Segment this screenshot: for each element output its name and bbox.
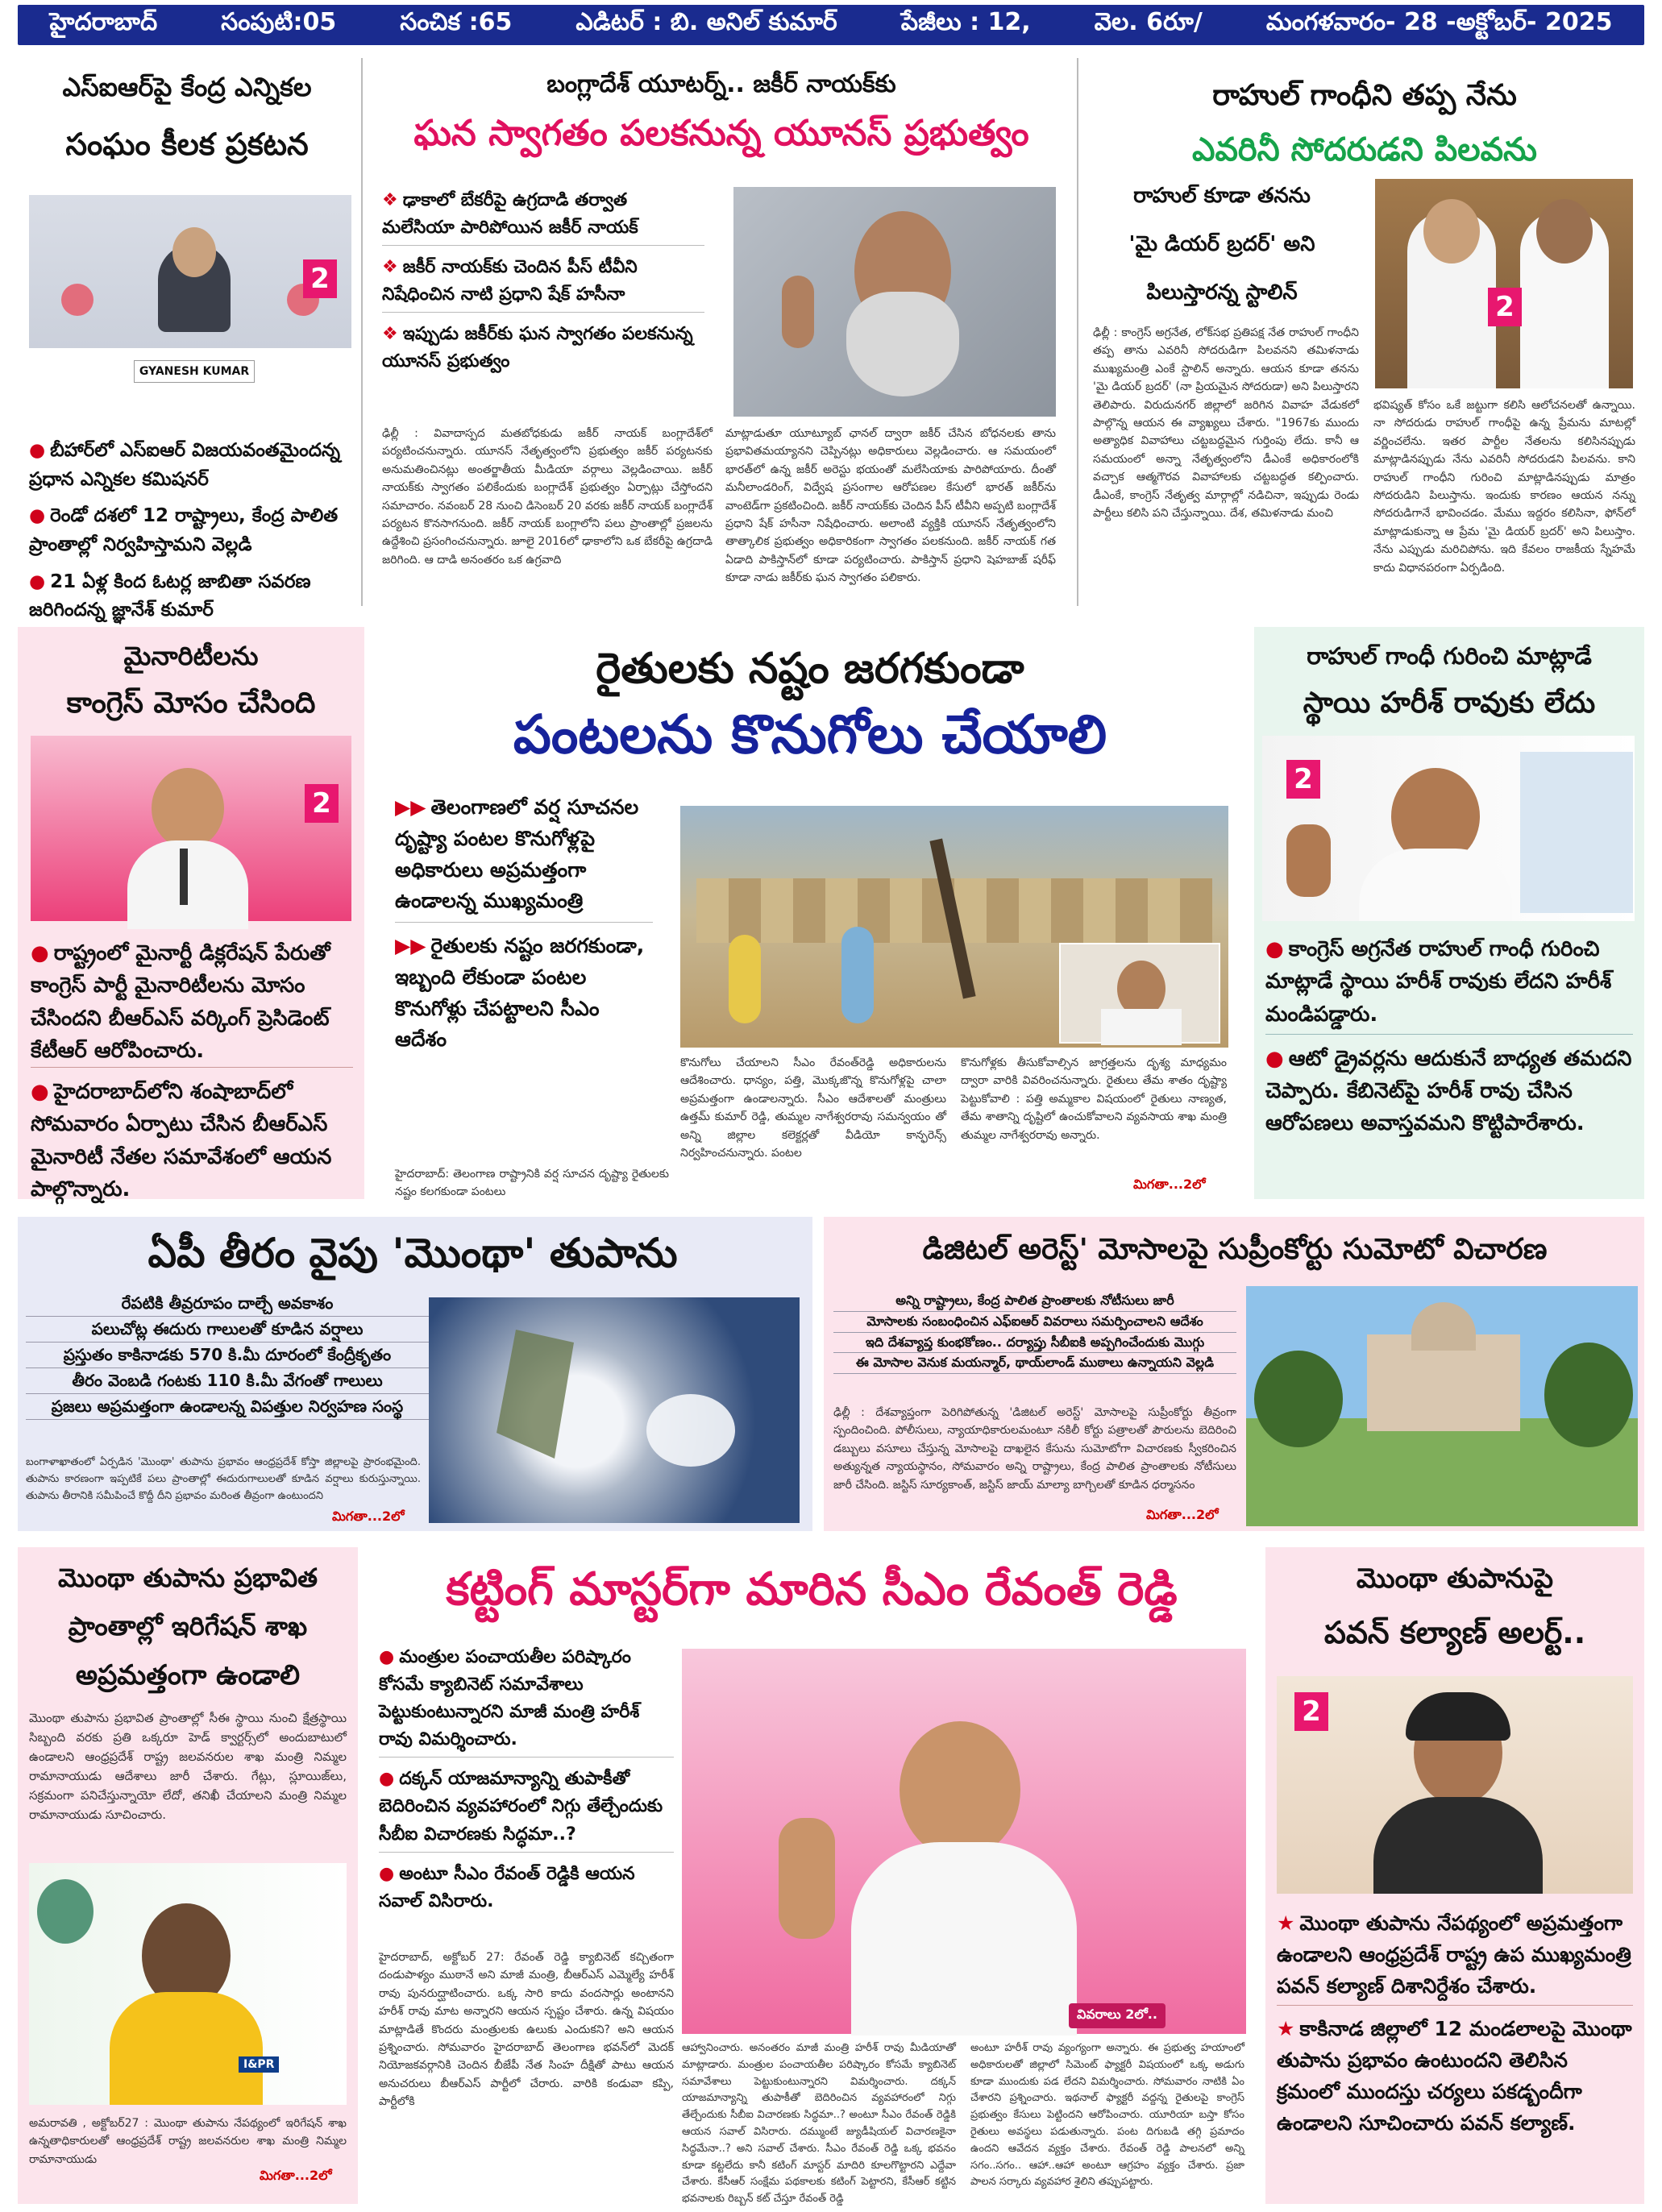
cutting-title: కట్టింగ్ మాస్టర్‌గా మారిన సీఎం రేవంత్ రెడ్డి xyxy=(446,1563,1178,1616)
pawan-story xyxy=(1265,1547,1644,2204)
pawan-bullet: ★ కాకినాడ జిల్లాలో 12 మండలాలపై మొంథా తుపాను ప్రభావం ఉంటుందని తెలిసిన క్రమంలో ముందస్తు చర్యలు పకడ్బందీగా ఉండాలని సూచించారు పవన్ కల్యాణ్. xyxy=(1277,2017,1632,2135)
farmers-kicker: రైతులకు నష్టం జరగకుండా xyxy=(596,645,1024,693)
bullet-dot-icon: ● xyxy=(29,571,46,592)
minority-title-2: కాంగ్రెస్ మోసం చేసింది xyxy=(66,687,316,720)
farmers-continued: మిగతా...2లో xyxy=(1133,1177,1206,1192)
digital-line: అన్ని రాష్ట్రాలు, కేంద్ర పాలిత ప్రాంతాలకు నోటీసులు జారీ xyxy=(833,1291,1236,1312)
sir-title-1: ఎస్ఐఆర్‌పై కేంద్ర ఎన్నికల xyxy=(62,72,312,102)
diamond-bullet-icon: ❖ xyxy=(382,190,398,210)
satellite-photo xyxy=(429,1297,800,1523)
montha-line: పలుచోట్ల ఈదురు గాలులతో కూడిన వర్షాలు xyxy=(26,1317,429,1343)
nimmala-photo xyxy=(29,1863,347,2105)
digital-title: డిజిటల్ అరెస్ట్' మోసాలపై సుప్రీంకోర్టు సుమోటో విచారణ xyxy=(922,1233,1548,1266)
star-bullet-icon: ★ xyxy=(1277,2017,1295,2041)
montha-lines xyxy=(26,1291,429,1420)
minority-title-1: మైనారిటీలను xyxy=(123,641,259,671)
stalin-sub-3: పిలుస్తారన్న స్టాలిన్ xyxy=(1146,280,1298,305)
cutting-body-left: హైదరాబాద్, అక్టోబర్ 27: రేవంత్ రెడ్డి క్యాబినెట్ కచ్చితంగా దండుపాళ్యం ముఠానే అని మాజీ మంత్రి, బీఆర్ఎస్ ఎమ్మెల్యే హరీశ్ రావు పునరుద్ఘాటించారు. ఒక్క సారి కాదు వందసార్లు అంటానని హరీశ్ రావు మాట అన్నారని ఆయన స్పష్టం చేశారు. ఉన్న విషయం మాట్లాడితే కొందరు మంత్రులకు ఉలుకు ఎందుకని? అని ఆయన ప్రశ్నించారు. సోమవారం హైదరాబాద్ తెలంగాణ భవన్‌లో మెదక్ నియోజకవర్గానికి చెందిన బీజేపీ నేత సింహ దీక్షితో పాటు ఆయన అనుచరులు బీఆర్ఎస్ పార్టీలో చేరారు. వారికి కండువా కప్పి, పార్టీలోకి xyxy=(379,1951,674,2109)
irrigation-title-1: మొంథా తుపాను ప్రభావిత xyxy=(58,1563,318,1593)
sir-bullet: ● రెండో దశలో 12 రాష్ట్రాలు, కేంద్ర పాలిత ప్రాంతాల్లో నిర్వహిస్తామని వెల్లడి xyxy=(29,505,339,555)
cutting-bullet: ● అంటూ సీఎం రేవంత్ రెడ్డికి ఆయన సవాల్ విసిరారు. xyxy=(379,1863,635,1911)
zakir-body-left: ఢిల్లీ : వివాదాస్పద మతబోధకుడు జకీర్ నాయక్ బంగ్లాదేశ్‌లో పర్యటించనున్నారు. యూనస్ నేతృత్వంలోని ప్రభుత్వం జకీర్ పర్యటనకు అనుమతించినట్లు అంతర్జాతీయ మీడియా వర్గాలు వెల్లడించాయి. జకీర్ నాయక్‌కు స్వాగతం పలికేందుకు బంగ్లాదేశ్ ప్రభుత్వం ఏర్పాట్లు చేస్తోందని సమాచారం. నవంబర్ 28 నుంచి డిసెంబర్ 20 వరకు జకీర్ నాయక్ బంగ్లాదేశ్ పర్యటన కొనసాగనుంది. జకీర్ నాయక్ బంగ్లాలోని పలు ప్రాంతాల్లో ప్రజలను ఉద్దేశించి ప్రసంగించనున్నారు. జూలై 2016లో ఢాకాలోని ఒక బేకరీపై ఉగ్రదాడి జరిగింది. ఆ దాడి అనంతరం ఒక ఉగ్రవాది xyxy=(382,427,713,566)
masthead-volume: సంపుటి:05 xyxy=(221,8,337,36)
farmers-photo xyxy=(680,806,1228,1048)
page-2-badge: 2 xyxy=(1294,1692,1328,1731)
zakir-bullet: ❖ ఢాకాలో బేకరీపై ఉగ్రదాడి తర్వాత మలేసియా పారిపోయిన జకీర్ నాయక్ xyxy=(382,187,704,246)
montha-line: తీరం వెంబడి గంటకు 110 కి.మీ వేగంతో గాలులు xyxy=(26,1368,429,1394)
masthead-price: వెల. 6రూ/ xyxy=(1094,8,1203,36)
masthead-city: హైదరాబాద్ xyxy=(49,8,158,36)
harish-photo xyxy=(682,1649,1246,2034)
zakir-title: ఘన స్వాగతం పలకనున్న యూనస్ ప్రభుత్వం xyxy=(413,112,1029,154)
digital-line: ఈ మోసాల వెనుక మయన్మార్, థాయ్‌లాండ్ ముఠాలు ఉన్నాయని వెల్లడి xyxy=(833,1353,1236,1374)
digital-lines xyxy=(833,1291,1236,1374)
cutting-bullet: ● మంత్రుల పంచాయతీల పరిష్కారం కోసమే క్యాబినెట్ సమావేశాలు పెట్టుకుంటున్నారని మాజీ మంత్రి హరీశ్ రావు విమర్శించారు. xyxy=(379,1644,674,1758)
bullet-dot-icon: ● xyxy=(31,941,49,965)
bullet-dot-icon: ● xyxy=(29,505,46,527)
sir-bullets xyxy=(29,437,351,633)
montha-line: ప్రస్తుతం కాకినాడకు 570 కి.మీ దూరంలో కేంద్రీకృతం xyxy=(26,1343,429,1368)
sir-bullet: ● బీహార్‌లో ఎస్ఐఆర్ విజయవంతమైందన్న ప్రధాన ఎన్నికల కమిషనర్ xyxy=(29,440,340,490)
bullet-dot-icon: ● xyxy=(1265,1046,1284,1071)
zakir-photo xyxy=(733,187,1056,417)
ponnam-photo xyxy=(1262,736,1635,921)
cutting-bullet: ● దక్కన్ యాజమాన్యాన్ని తుపాకీతో బెదిరించిన వ్యవహారంలో నిగ్గు తేల్చేందుకు సీబీఐ విచారణకు సిద్ధమా..? xyxy=(379,1766,674,1852)
minority-story xyxy=(18,627,364,1202)
zakir-kicker: బంగ్లాదేశ్ యూటర్న్.. జకీర్ నాయక్‌కు xyxy=(546,70,896,98)
farmers-bullets xyxy=(395,792,653,1064)
stalin-title-2: ఎవరినీ సోదరుడని పిలవను xyxy=(1192,131,1537,168)
zakir-story xyxy=(371,58,1072,606)
montha-title: ఏపీ తీరం వైపు 'మొంథా' తుపాను xyxy=(148,1230,678,1276)
montha-line: రేపటికి తీవ్రరూపం దాల్చే అవకాశం xyxy=(26,1291,429,1317)
stalin-body-right: భవిష్యత్ కోసం ఒకే జట్టుగా కలిసి ఆలోచనలతో ఉన్నాయి. నా సోదరుడు రాహుల్ గాంధీపై ఉన్న ప్రేమను మాటల్లో వర్ణించలేను. ఇతర పార్టీల నేతలను కలిసినప్పుడు మాట్లాడినప్పుడు నేను ఎవరినీ సోదరుడని పిలవను. కాని రాహుల్ గాంధీని గురించి మాట్లాడినప్పుడు మాత్రం సోదరుడిని పిలుస్తాను. ఇందుకు కారణం ఆయన నన్ను సోదరుడిగానే భావించడం. మేము ఇద్దరం కలిసినా, ఫోన్‌లో మాట్లాడుకున్నా ఆ ప్రేమ 'మై డియర్ బ్రదర్' అని పిలుస్తాం. నేను ఎప్పుడు మరిచిపోను. ఇది కేవలం రాజకీయ స్నేహమే కాదు విధానపరంగా ఏర్పడింది. xyxy=(1373,399,1635,575)
masthead-pages: పేజీలు : 12, xyxy=(900,8,1031,36)
arrow-bullet-icon: ▶▶ xyxy=(395,795,426,819)
sir-nameplate: GYANESH KUMAR xyxy=(134,360,255,383)
stalin-story xyxy=(1085,58,1644,606)
pawan-photo xyxy=(1277,1676,1633,1894)
page-2-badge: 2 xyxy=(1286,760,1320,799)
digital-continued: మిగతా...2లో xyxy=(1146,1507,1219,1522)
sir-photo xyxy=(29,195,351,421)
masthead-editor: ఎడిటర్ : బి. అనిల్ కుమార్ xyxy=(575,8,837,36)
cutting-master-story xyxy=(368,1547,1256,2204)
digital-arrest-story xyxy=(824,1217,1644,1531)
ponnam-title-1: రాహుల్ గాంధీ గురించి మాట్లాడే xyxy=(1307,642,1592,670)
page-2-badge: 2 xyxy=(1488,288,1522,326)
digital-line: మోసాలకు సంబంధించిన ఎఫ్ఐఆర్ వివరాలు సమర్పించాలని ఆదేశం xyxy=(833,1312,1236,1333)
zakir-bullet: ❖ ఇప్పుడు జకీర్‌కు ఘన స్వాగతం పలకనున్న యూనస్ ప్రభుత్వం xyxy=(382,324,693,372)
pawan-bullets xyxy=(1277,1908,1633,2147)
masthead-bar xyxy=(18,5,1644,45)
zakir-body-right: మాట్లాడుతూ యూట్యూబ్ ఛానల్ ద్వారా జకీర్ చేసిన బోధనలకు తాను ప్రభావితమయ్యానని చెప్పినట్లు అధికారులు వెల్లడించారు. ఆ సమయంలో భారత్‌లో ఉన్న జకీర్ అరెస్టు భయంతో మలేసియాకు పారిపోయారు. దీంతో మనీలాండరింగ్, విద్వేష ప్రసంగాల ఆరోపణల కేసులో భారత్ జకీర్‌ను వాంటెడ్‌గా ప్రకటించింది. జకీర్ నాయక్‌కు చెందిన పీస్ టీవీని అప్పటి బంగ్లాదేశ్ ప్రధాని షేక్ హసీనా నిషేధించారు. అలాంటి వ్యక్తికి యూనస్ నేతృత్వంలోని తాత్కాలిక ప్రభుత్వం అధికారికంగా స్వాగతం పలకనుంది. జకీర్ నాయక్ గత ఏడాది పాకిస్తాన్‌లో కూడా పర్యటించారు. పాకిస్తాన్ ప్రధాని షెహబాజ్ షరీఫ్ కూడా నాడు జకీర్‌కు ఘన స్వాగతం పలికారు. xyxy=(725,427,1056,585)
stalin-body-left: ఢిల్లీ : కాంగ్రెస్ అగ్రనేత, లోక్‌సభ ప్రతిపక్ష నేత రాహుల్ గాంధీని తప్ప తాను ఎవరినీ సోదరుడిగా పిలవనని తమిళనాడు ముఖ్యమంత్రి ఎంకే స్టాలిన్ అన్నారు. ఆయన కూడా తనను 'మై డియర్ బ్రదర్' (నా ప్రియమైన సోదరుడా) అని పిలుస్తారని తెలిపారు. విరుదునగర్ జిల్లాలో జరిగిన వివాహ వేడుకలో పాల్గొన్న ఆయన ఈ వ్యాఖ్యలు చేశారు. "1967కు ముందు అత్యాధిక వివాహాలు చట్టబద్ధమైన గుర్తింపు లేదు. కానీ ఆ సమయంలో అన్నా నేతృత్వంలోని డీఎంకే అధికారంలోకి వచ్చాక ఆత్మగౌరవ వివాహాలకు చట్టబద్ధత కల్పించారు. డీఎంకే, కాంగ్రెస్ నేతృత్వ మార్గాల్లో నడిచినా, ఇప్పుడు రెండు పార్టీలు కలిసి పని చేస్తున్నాయి. దేశ, తమిళనాడు మంచి xyxy=(1093,326,1359,520)
cutting-body-right: అంటూ హరీశ్ రావు వ్యంగ్యంగా అన్నారు. ఈ ప్రభుత్వ హయాంలో అధికారులతో జిల్లాలో సిమెంట్ ఫ్యాక్టరీ విషయంలో ఒక్క అడుగు కూడా ముందుకు పడ లేదని విమర్శించారు. సోమవారం నాటికి ఏం చేశారని ప్రశ్నించారు. ఇథనాల్ ఫ్యాక్టరీ వద్దన్న రైతులపై కాంగ్రెస్ ప్రభుత్వం కేసులు పెట్టిందని ఆరోపించారు. యూరియా బస్తా కోసం రైతులు అవస్థలు పడుతున్నారు. పంట దిగుబడి తగ్గి ప్రమాదం ఉందని ఆవేదన వ్యక్తం చేశారు. రేవంత్ రెడ్డి పాలనలో అన్ని సగం..సగం.. ఆహా..ఆహా అంటూ ఆగ్రహం వ్యక్తం చేశారు. ప్రజా పాలన సర్కారు వ్యవహార శైలిని తప్పుపట్టారు. xyxy=(970,2042,1244,2189)
stalin-photo xyxy=(1375,179,1633,388)
bullet-dot-icon: ● xyxy=(379,1863,395,1884)
farmers-body-left: హైదరాబాద్: తెలంగాణ రాష్ట్రానికి వర్ష సూచన దృష్ట్యా రైతులకు నష్టం కలగకుండా పంటలు xyxy=(395,1168,669,1199)
stalin-title-1: రాహుల్ గాంధీని తప్ప నేను xyxy=(1212,79,1517,112)
irrigation-title-3: అప్రమత్తంగా ఉండాలి xyxy=(75,1659,301,1691)
digital-line: ఇది దేశవ్యాప్త కుంభకోణం.. దర్యాప్తు సీబీఐకి అప్పగించేందుకు మొగ్గు xyxy=(833,1333,1236,1354)
farmers-bullet: ▶▶ రైతులకు నష్టం జరగకుండా, ఇబ్బంది లేకుండా పంటల కొనుగోళ్లు చేపట్టాలని సీఎం ఆదేశం xyxy=(395,934,645,1052)
montha-body: బంగాళాఖాతంలో ఏర్పడిన 'మొంథా' తుపాను ప్రభావం ఆంధ్రప్రదేశ్ కోస్తా జిల్లాలపై ప్రారంభమైంది. తుపాను కారణంగా ఇప్పటికే పలు ప్రాంతాల్లో ఈదురుగాలులతో కూడిన వర్షాలు కురుస్తున్నాయి. తుపాను తీరానికి సమీపించే కొద్దీ దీని ప్రభావం మరింత తీవ్రంగా ఉంటుందని xyxy=(26,1456,421,1502)
stalin-sub-1: రాహుల్ కూడా తనను xyxy=(1133,184,1311,208)
ponnam-bullet: ● కాంగ్రెస్ అగ్రనేత రాహుల్ గాంధీ గురించి మాట్లాడే స్థాయి హరీశ్ రావుకు లేదని హరీశ్ మండిపడ్డారు. xyxy=(1265,933,1633,1035)
page-2-badge: 2 xyxy=(303,259,337,298)
ponnam-bullet: ● ఆటో డ్రైవర్లను ఆదుకునే బాధ్యత తమదని చెప్పారు. కేబినెట్‌పై హరీశ్ రావు చేసిన ఆరోపణలు అవాస్తవమని కొట్టిపారేశారు. xyxy=(1265,1046,1632,1136)
zakir-bullet: ❖ జకీర్ నాయక్‌కు చెందిన పీస్ టీవీని నిషేధించిన నాటి ప్రధాని షేక్ హసీనా xyxy=(382,254,704,313)
bullet-dot-icon: ● xyxy=(29,440,46,461)
ktr-photo xyxy=(31,736,351,921)
irrigation-title-2: ప్రాంతాల్లో ఇరిగేషన్ శాఖ xyxy=(68,1611,308,1641)
irrigation-continued: మిగతా...2లో xyxy=(260,2168,332,2183)
irrigation-body-top: మొంథా తుపాను ప్రభావిత ప్రాంతాల్లో సీఈ స్థాయి నుంచి క్షేత్రస్థాయి సిబ్బంది వరకు ప్రతి ఒక్కరూ హెడ్ క్వార్టర్స్‌లో అందుబాటులో ఉండాలని ఆంధ్రప్రదేశ్ రాష్ట్ర జలవనరుల శాఖ మంత్రి నిమ్మల రామానాయుడు ఆదేశాలు జారీ చేశారు. గేట్లు, స్లూయిజ్‌లు, సక్రమంగా పనిచేస్తున్నాయో లేదో, తనిఖీ చేయాలని మంత్రి నిమ్మల రామానాయుడు సూచించారు. xyxy=(29,1711,347,1822)
harish-photo-tag: వివరాలు 2లో.. xyxy=(1069,2003,1165,2028)
arrow-bullet-icon: ▶▶ xyxy=(395,934,426,957)
sir-title-2: సంఘం కీలక ప్రకటన xyxy=(65,127,309,162)
bullet-dot-icon: ● xyxy=(1265,937,1284,961)
masthead-issue: సంచిక :65 xyxy=(400,8,513,36)
ipr-tag: I&PR xyxy=(239,2056,279,2073)
sir-story xyxy=(18,58,356,621)
ponnam-bullets xyxy=(1265,933,1633,1148)
sir-bullet: ● 21 ఏళ్ల కింద ఓటర్ల జాబితా సవరణ జరిగిందన్న జ్ఞానేశ్ కుమార్ xyxy=(29,571,311,621)
cutting-body-mid: ఆహ్వానించారు. అనంతరం మాజీ మంత్రి హరీశ్ రావు మీడియాతో మాట్లాడారు. మంత్రుల పంచాయతీల పరిష్కారం కోసమే క్యాబినెట్ సమావేశాలు పెట్టుకుంటున్నారని విమర్శించారు. దక్కన్ యాజమాన్యాన్ని తుపాకీతో బెదిరించిన వ్యవహారంలో నిగ్గు తేల్చేందుకు సీబీఐ విచారణకు సిద్ధమా..? అంటూ సీఎం రేవంత్ రెడ్డికి ఆయన సవాల్ విసిరారు. దమ్ముంటే జ్యుడీషియల్ విచారణకైనా సిద్ధమేనా..? అని సవాల్ చేశారు. సీఎం రేవంత్ రెడ్డి ఒక్క భవనం కూడా కట్టలేదు కానీ కటింగ్ మాస్టర్ మాదిరి కూలగొట్టారని ఎద్దేవా చేశారు. కేసీఆర్ సంక్షేమ పథకాలకు కటింగ్ పెట్టారని, కేసీఆర్ కట్టిన భవనాలకు రిబ్బన్ కట్ చేస్తూ రేవంత్ రెడ్డి xyxy=(682,2042,956,2206)
zakir-bullets xyxy=(382,187,704,384)
minority-bullets xyxy=(31,937,353,1214)
irrigation-body-bottom: అమరావతి , అక్టోబర్27 : మొంథా తుపాను నేపథ్యంలో ఇరిగేషన్ శాఖ ఉన్నతాధికారులతో ఆంధ్రప్రదేశ్ రాష్ట్ర జలవనరుల శాఖ మంత్రి నిమ్మల రామానాయుడు xyxy=(29,2117,347,2166)
farmers-body-mid: కొనుగోలు చేయాలని సీఎం రేవంత్‌రెడ్డి అధికారులను ఆదేశించారు. ధాన్యం, పత్తి, మొక్కజొన్న కొనుగోళ్లపై చాలా అప్రమత్తంగా ఉండాలన్నారు. సీఎం ఆదేశాలతో మంత్రులు ఉత్తమ్ కుమార్ రెడ్డి, తుమ్మల నాగేశ్వరరావు సమన్వయం తో అన్ని జిల్లాల కలెక్టర్లతో వీడియో కాన్ఫరెన్స్ నిర్వహించనున్నారు. పంటల xyxy=(680,1056,946,1160)
star-bullet-icon: ★ xyxy=(1277,1911,1295,1935)
montha-story xyxy=(18,1217,812,1531)
diamond-bullet-icon: ❖ xyxy=(382,324,398,345)
montha-continued: మిగతా...2లో xyxy=(332,1509,405,1524)
page-2-badge: 2 xyxy=(305,784,339,823)
stalin-sub-2: 'మై డియర్ బ్రదర్' అని xyxy=(1128,232,1315,256)
pawan-title-2: పవన్ కల్యాణ్ అలర్ట్.. xyxy=(1323,1614,1586,1650)
bullet-dot-icon: ● xyxy=(31,1080,49,1105)
supreme-court-photo xyxy=(1246,1286,1638,1526)
masthead-date: మంగళవారం- 28 -అక్టోబర్- 2025 xyxy=(1265,8,1613,36)
minority-bullet: ● హైదరాబాద్‌లోని శంషాబాద్‌లో సోమవారం ఏర్పాటు చేసిన బీఆర్ఎస్ మైనారిటీ నేతల సమావేశంలో ఆయన పాల్గొన్నారు. xyxy=(31,1080,332,1202)
column-divider xyxy=(361,58,363,606)
column-divider xyxy=(1077,58,1078,606)
ponnam-story xyxy=(1254,627,1644,1199)
minority-bullet: ● రాష్ట్రంలో మైనార్టీ డిక్లరేషన్ పేరుతో కాంగ్రెస్ పార్టీ మైనారిటీలను మోసం చేసిందని బీఆర్ఎస్ వర్కింగ్ ప్రెసిడెంట్ కేటీఆర్ ఆరోపించారు. xyxy=(31,937,353,1068)
bullet-dot-icon: ● xyxy=(379,1647,395,1667)
farmers-body-right: కొనుగోళ్లకు తీసుకోవాల్సిన జాగ్రత్తలను దృశ్య మాధ్యమం ద్వారా వారికి వివరించనున్నారు. రైతులు తేమ శాతం దృష్ట్యా పెట్టుకోవాలి : పత్తి అమ్మకాల విషయంలో రైతులు నాణ్యత, తేమ శాతాన్ని దృష్టిలో ఉంచుకోవాలని వ్యవసాయ శాఖ మంత్రి తుమ్మల నాగేశ్వరరావు అన్నారు. xyxy=(961,1056,1227,1142)
farmers-story xyxy=(376,627,1244,1199)
cutting-bullets xyxy=(379,1644,674,1924)
montha-line: ప్రజలు అప్రమత్తంగా ఉండాలన్న విపత్తుల నిర్వహణ సంస్థ xyxy=(26,1394,429,1420)
bullet-dot-icon: ● xyxy=(379,1769,395,1790)
farmers-title: పంటలను కొనుగోలు చేయాలి xyxy=(513,703,1107,766)
irrigation-story xyxy=(18,1547,358,2204)
pawan-title-1: మొంథా తుపానుపై xyxy=(1356,1563,1554,1595)
farmers-bullet: ▶▶ తెలంగాణలో వర్ష సూచనల దృష్ట్యా పంటల కొనుగోళ్లపై అధికారులు అప్రమత్తంగా ఉండాలన్న ముఖ్యమంత్రి xyxy=(395,792,653,923)
ponnam-title-2: స్థాయి హరీశ్ రావుకు లేదు xyxy=(1303,687,1596,720)
digital-body: ఢిల్లీ : దేశవ్యాప్తంగా పెరిగిపోతున్న 'డిజిటల్ అరెస్ట్' మోసాలపై సుప్రీంకోర్టు తీవ్రంగా స్పందించింది. పోలీసులు, న్యాయాధికారులమంటూ నకిలీ కోర్టు పత్రాలతో పౌరులను బెదిరించి డబ్బులు వసూలు చేస్తున్న మోసాలపై దాఖలైన కేసును సుమోటోగా విచారణకు స్వీకరించిన అత్యున్నత న్యాయస్థానం, సోమవారం అన్ని రాష్ట్రాలు, కేంద్ర పాలిత ప్రాంతాలకు నోటీసులు జారీ చేసింది. జస్టిస్ సూర్యకాంత్, జస్టిస్ జాయ్ మాల్యా బాగ్చిలతో కూడిన ధర్మాసనం xyxy=(833,1406,1236,1492)
diamond-bullet-icon: ❖ xyxy=(382,257,398,278)
pawan-bullet: ★ మొంథా తుపాను నేపథ్యంలో అప్రమత్తంగా ఉండాలని ఆంధ్రప్రదేశ్ రాష్ట్ర ఉప ముఖ్యమంత్రి పవన్ కల్యాణ్ దిశానిర్దేశం చేశారు. xyxy=(1277,1908,1633,2006)
